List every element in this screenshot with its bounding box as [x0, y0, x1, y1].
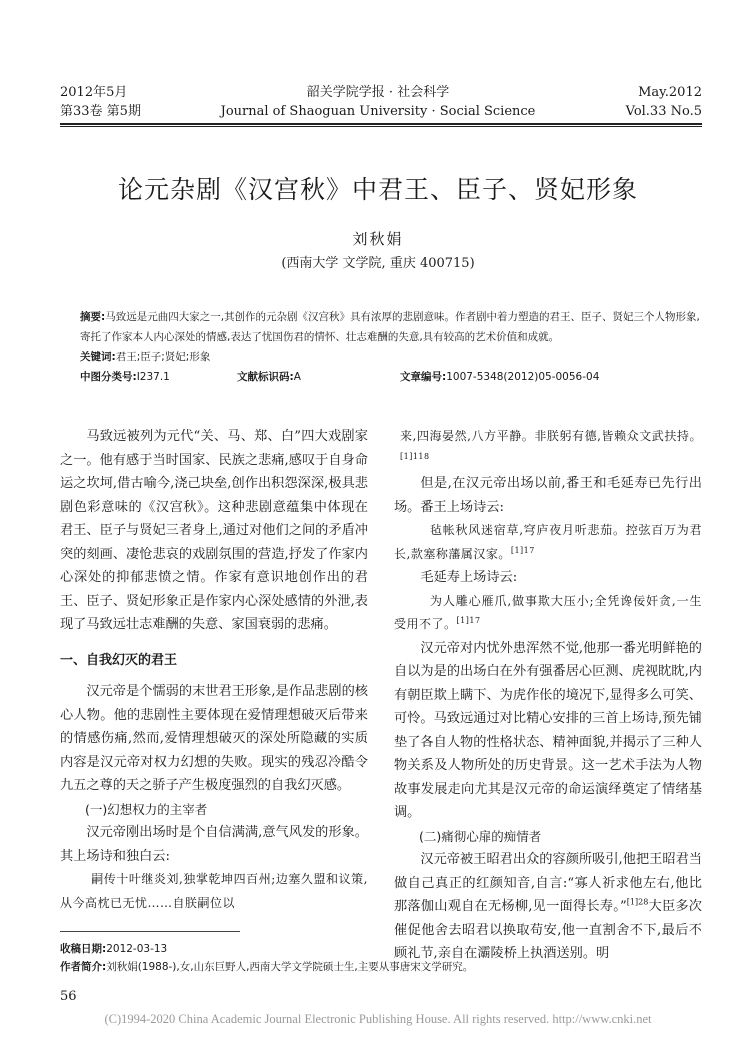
left-column [60, 425, 368, 915]
paragraph: 汉元帝对内忧外患浑然不觉,他那一番光明鲜艳的自以为是的出场白在外有强番居心叵测、虎视眈眈,内有朝臣欺上瞒下、为虎作伥的境况下,显得多么可笑、可怜。马致远通过对比精心安排的三首上场诗,预先铺垫了各自人物的性格状态、精神面貌,并揭示了三种人物关系及人物所处的历史背景。这一艺术手法为人物故事发展走向尤其是汉元帝的命运演绎奠定了情绪基调。 [394, 640, 702, 820]
clc-number: 中图分类号:I237.1 [80, 371, 170, 383]
paragraph: 马致远被列为元代“关、马、郑、白”四大戏剧家之一。他有感于当时国家、民族之悲痛,感叹于自身命运之坎坷,借古喻今,浇己块垒,创作出积怨深深,极具悲剧色彩意味的《汉宫秋》。这种悲剧意蕴集中体现在君王、臣子与贤妃三者身上,通过对他们之间的矛盾冲突的刻画、凄怆悲哀的戏剧氛围的营造,抒发了作家内心深处的抑郁悲愤之情。作家有意识地创作出的君王、臣子、贤妃形象正是作家内心深处感情的外泄,表现了马致远壮志难酬的失意、家国衰弱的悲痛。 [60, 429, 368, 632]
section-heading: 一、自我幻灭的君王 [60, 652, 178, 668]
page-number: 56 [60, 989, 77, 1004]
subsection-heading: (二)痛彻心扉的痴情者 [419, 828, 542, 844]
abstract-label: 摘要: [80, 311, 106, 323]
quotation: 嗣传十叶继炎刘,独掌乾坤四百州;边塞久盟和议策,从今高枕已无忧……自朕嗣位以 [60, 872, 368, 910]
header-volume-en: Vol.33 No.5 [625, 104, 702, 119]
quotation: 毡帐秋风迷宿草,穹庐夜月听悲茄。控弦百万为君长,款塞称藩属汉家。$^{[1]17}$ [394, 523, 702, 561]
abstract [80, 307, 710, 367]
header-journal-cn: 韶关学院学报 · 社会科学 [306, 85, 450, 100]
received-date: 收稿日期:2012-03-13 [60, 943, 168, 955]
citation: [1]118 [400, 451, 430, 461]
quotation: 来,四海晏然,八方平静。非朕躬有德,皆赖众文武扶持。$^{[1]118}$ [400, 429, 702, 461]
quotation: 为人雕心雁爪,做事欺大压小;全凭谗佞奸贪,一生受用不了。$^{[1]17}$ [394, 593, 702, 631]
header-journal-en: Journal of Shaoguan University · Social Science [220, 104, 536, 119]
document-code: 文献标识码:A [237, 371, 301, 383]
article-title: 论元杂剧《汉宫秋》中君王、臣子、贤妃形象 [117, 175, 638, 204]
article-number: 文章编号:1007-5348(2012)05-0056-04 [400, 371, 600, 383]
article-affiliation: (西南大学 文学院, 重庆 400715) [281, 256, 475, 271]
header-date-en: May.2012 [638, 85, 702, 100]
citation: [1]28 [626, 897, 649, 907]
header-rule-bottom [60, 126, 702, 127]
paragraph: 毛延寿上场诗云: [420, 570, 518, 585]
subsection-heading: (一)幻想权力的主宰者 [85, 801, 208, 817]
header-date-cn: 2012年5月 [60, 85, 128, 100]
keywords-text: 君王;臣子;贤妃;形象 [115, 351, 211, 363]
paragraph: 汉元帝是个懦弱的末世君王形象,是作品悲剧的核心人物。他的悲剧性主要体现在爱情理想破灭后带来的情感伤痛,然而,爱情理想破灭的深处所隐藏的实质内容是汉元帝对权力幻想的失败。现实的残忍冷酷令九五之尊的天之骄子产生极度强烈的自我幻灭感。 [60, 684, 368, 793]
abstract-text: 马致远是元曲四大家之一,其创作的元杂剧《汉宫秋》具有浓厚的悲剧意味。作者剧中着力塑造的君王、臣子、贤妃三个人物形象,寄托了作家本人内心深处的情感,表达了忧国伤君的情怀、壮志难酬的失意,具有较高的艺术价值和成就。 [80, 311, 700, 343]
right-column [394, 425, 702, 966]
paragraph: 汉元帝刚出场时是个自信满满,意气风发的形象。其上场诗和独白云: [60, 825, 368, 864]
paragraph: 汉元帝被王昭君出众的容颜所吸引,他把王昭君当做自己真正的红颜知音,自言:“寡人祈求他左右,他比那落伽山观自在无杨柳,见一面得长寿。”$^{[1]28}$大臣多次催促他舍去昭君以换取苟安,他一直割舍不下,最后不顾礼节,亲自在灞陵桥上执酒送别。明 [394, 852, 702, 961]
header-rule-top [60, 123, 702, 125]
copyright-watermark: (C)1994-2020 China Academic Journal Electronic Publishing House. All rights reserved. http://www.cnki.net [104, 1012, 652, 1026]
footnote-rule [60, 931, 240, 932]
header-volume-cn: 第33卷 第5期 [60, 104, 141, 119]
article-author: 刘秋娟 [352, 230, 404, 248]
author-bio: 作者简介:刘秋娟(1988-),女,山东巨野人,西南大学文学院硕士生,主要从事唐宋文学研究。 [60, 961, 474, 973]
citation: [1]17 [456, 616, 481, 625]
keywords-label: 关键词: [80, 351, 116, 363]
paragraph: 但是,在汉元帝出场以前,番王和毛延寿已先行出场。番王上场诗云: [394, 476, 702, 515]
citation: [1]17 [510, 545, 535, 555]
